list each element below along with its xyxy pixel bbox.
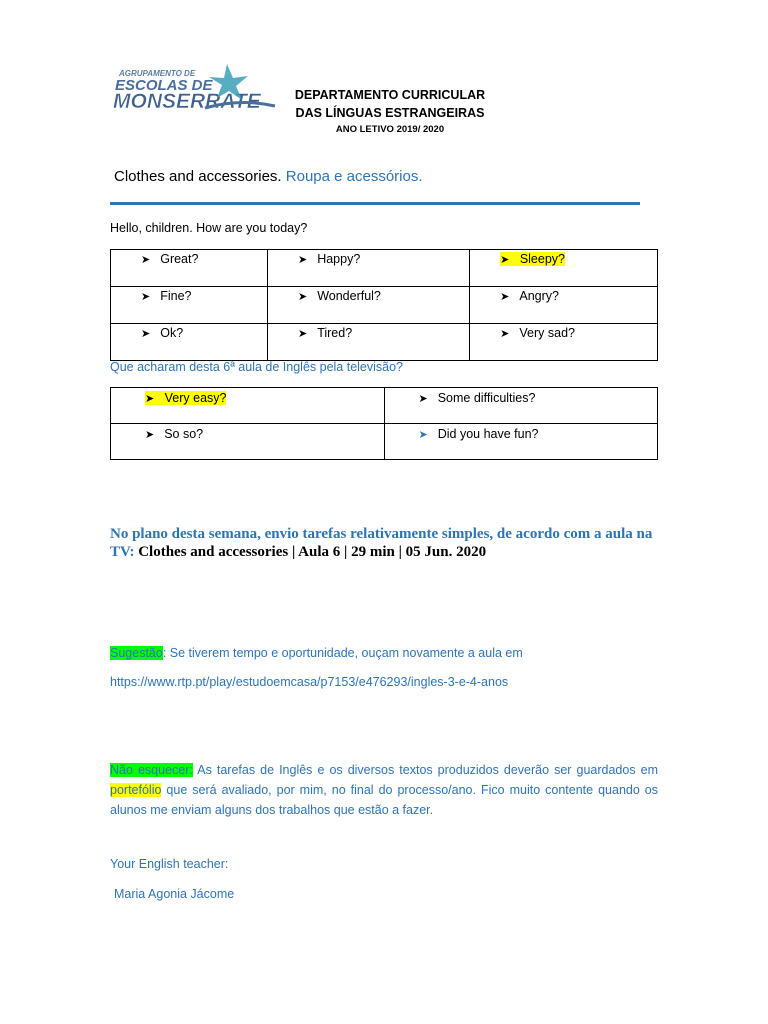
- table-row: [111, 287, 658, 324]
- arrow-bullet-icon: ➤: [141, 327, 151, 340]
- arrow-bullet-icon: ➤: [418, 428, 428, 441]
- plan-lead: No plano desta semana, envio tarefas relativamente simples, de acordo com a aula na TV:: [110, 526, 653, 560]
- cell-text: Angry?: [519, 289, 559, 303]
- title-portuguese: Roupa e acessórios.: [285, 168, 423, 185]
- table-cell: [384, 388, 658, 424]
- title-divider: [110, 202, 640, 205]
- reminder-text-before: As tarefas de Inglês e os diversos textos produzidos deverão ser guardados em: [192, 763, 658, 777]
- table-row: [111, 388, 658, 424]
- plan-lesson: Clothes and accessories | Aula 6 | 29 min | 05 Jun. 2020: [138, 544, 487, 560]
- table-cell: [267, 324, 469, 361]
- school-logo: [105, 60, 280, 120]
- table-cell: [470, 250, 658, 287]
- greeting: Hello, children. How are you today?: [110, 221, 308, 235]
- table-cell: [470, 287, 658, 324]
- arrow-bullet-icon: ➤: [297, 327, 308, 340]
- highlighted-option: [500, 252, 565, 266]
- reminder-text-after: que será avaliado, por mim, no final do processo/ano. Fico muito contente quando os alunos me enviam alguns dos trabalhos que estão a fazer.: [110, 783, 658, 817]
- department-line-1: DEPARTAMENTO CURRICULAR: [294, 88, 486, 102]
- arrow-bullet-icon: ➤: [500, 290, 510, 303]
- cell-text: Very easy?: [164, 391, 227, 405]
- highlighted-option: [145, 391, 226, 405]
- cell-text: Happy?: [317, 252, 361, 266]
- cell-text: Wonderful?: [317, 289, 381, 303]
- table-row: [111, 424, 658, 460]
- suggestion-label: Sugestão: [110, 646, 163, 660]
- table-cell: [384, 424, 658, 460]
- logo-line1: AGRUPAMENTO DE: [119, 69, 196, 78]
- suggestion-text: : Se tiverem tempo e oportunidade, ouçam novamente a aula em: [162, 646, 523, 660]
- rating-table: [110, 387, 658, 460]
- arrow-bullet-icon: ➤: [297, 253, 308, 266]
- table-cell: [111, 388, 385, 424]
- arrow-bullet-icon: ➤: [418, 392, 428, 405]
- cell-text: Ok?: [160, 326, 184, 340]
- teacher-name: Maria Agonia Jácome: [114, 887, 235, 901]
- cell-text: Sleepy?: [519, 252, 565, 266]
- table-row: [111, 250, 658, 287]
- arrow-bullet-icon: ➤: [500, 327, 510, 340]
- lesson-link[interactable]: https://www.rtp.pt/play/estudoemcasa/p7153/e476293/ingles-3-e-4-anos: [110, 675, 509, 689]
- cell-text: Very sad?: [519, 326, 575, 340]
- table-row: [111, 324, 658, 361]
- table-cell: [267, 287, 469, 324]
- table-cell: [470, 324, 658, 361]
- cell-text: So so?: [164, 427, 204, 441]
- school-year: ANO LETIVO 2019/ 2020: [335, 124, 445, 135]
- cell-text: Great?: [160, 252, 199, 266]
- suggestion: [110, 646, 523, 660]
- weekly-plan: [110, 525, 670, 561]
- page-title: [114, 168, 423, 185]
- reminder-highlight: portefólio: [110, 783, 162, 797]
- reminder: [110, 760, 658, 820]
- department-line-2: DAS LÍNGUAS ESTRANGEIRAS: [295, 106, 485, 120]
- cell-text: Tired?: [317, 326, 353, 340]
- table-cell: [267, 250, 469, 287]
- cell-text: Did you have fun?: [437, 427, 539, 441]
- cell-text: Some difficulties?: [437, 391, 536, 405]
- arrow-bullet-icon: ➤: [145, 393, 155, 405]
- logo-line2: ESCOLAS DE: [115, 77, 213, 94]
- logo-line3: MONSERRATE: [113, 90, 261, 113]
- table-cell: [111, 324, 268, 361]
- signoff-line: Your English teacher:: [110, 857, 229, 871]
- title-english: Clothes and accessories.: [114, 168, 282, 185]
- arrow-bullet-icon: ➤: [500, 254, 510, 266]
- cell-text: Fine?: [160, 289, 192, 303]
- mood-table: [110, 249, 658, 361]
- arrow-bullet-icon: ➤: [141, 290, 151, 303]
- reminder-label: Não esquecer:: [110, 763, 193, 777]
- tv-lesson-question: Que acharam desta 6ª aula de Inglês pela televisão?: [110, 360, 404, 374]
- table-cell: [111, 287, 268, 324]
- table-cell: [111, 250, 268, 287]
- table-cell: [111, 424, 385, 460]
- arrow-bullet-icon: ➤: [297, 290, 308, 303]
- arrow-bullet-icon: ➤: [141, 253, 151, 266]
- arrow-bullet-icon: ➤: [145, 428, 155, 441]
